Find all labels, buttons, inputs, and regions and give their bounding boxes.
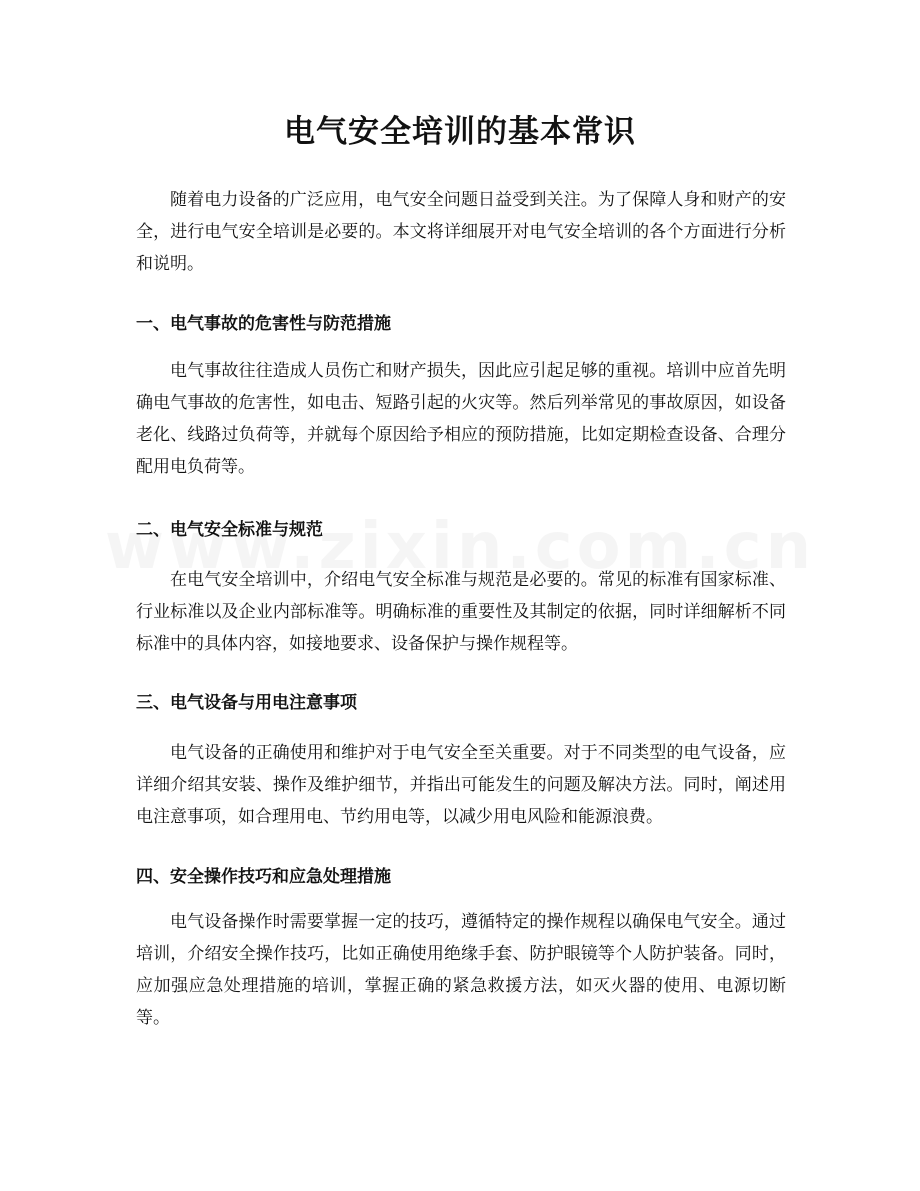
section-heading-2: 二、电气安全标准与规范 xyxy=(136,520,323,540)
section-heading-4: 四、安全操作技巧和应急处理措施 xyxy=(136,867,391,887)
section-heading-3: 三、电气设备与用电注意事项 xyxy=(136,693,357,713)
section-body-2: 在电气安全培训中，介绍电气安全标准与规范是必要的。常见的标准有国家标准、行业标准以及企业内部标准等。明确标准的重要性及其制定的依据，同时详细解析不同标准中的具体内容，如接地要求、设备保护与操作规程等。 xyxy=(136,570,786,654)
section-body-3: 电气设备的正确使用和维护对于电气安全至关重要。对于不同类型的电气设备，应详细介绍其安装、操作及维护细节，并指出可能发生的问题及解决方法。同时，阐述用电注意事项，如合理用电、节约用电等，以减少用电风险和能源浪费。 xyxy=(136,743,786,827)
intro-paragraph: 随着电力设备的广泛应用，电气安全问题日益受到关注。为了保障人身和财产的安全，进行电气安全培训是必要的。本文将详细展开对电气安全培训的各个方面进行分析和说明。 xyxy=(136,190,786,274)
section-heading-1: 一、电气事故的危害性与防范措施 xyxy=(136,314,391,334)
page-title: 电气安全培训的基本常识 xyxy=(284,114,636,150)
section-body-1: 电气事故往往造成人员伤亡和财产损失，因此应引起足够的重视。培训中应首先明确电气事故的危害性，如电击、短路引起的火灾等。然后列举常见的事故原因，如设备老化、线路过负荷等，并就每个原因给予相应的预防措施，比如定期检查设备、合理分配用电负荷等。 xyxy=(136,361,786,477)
section-body-4: 电气设备操作时需要掌握一定的技巧，遵循特定的操作规程以确保电气安全。通过培训，介绍安全操作技巧，比如正确使用绝缘手套、防护眼镜等个人防护装备。同时，应加强应急处理措施的培训，掌握正确的紧急救援方法，如灭火器的使用、电源切断等。 xyxy=(136,912,786,1028)
